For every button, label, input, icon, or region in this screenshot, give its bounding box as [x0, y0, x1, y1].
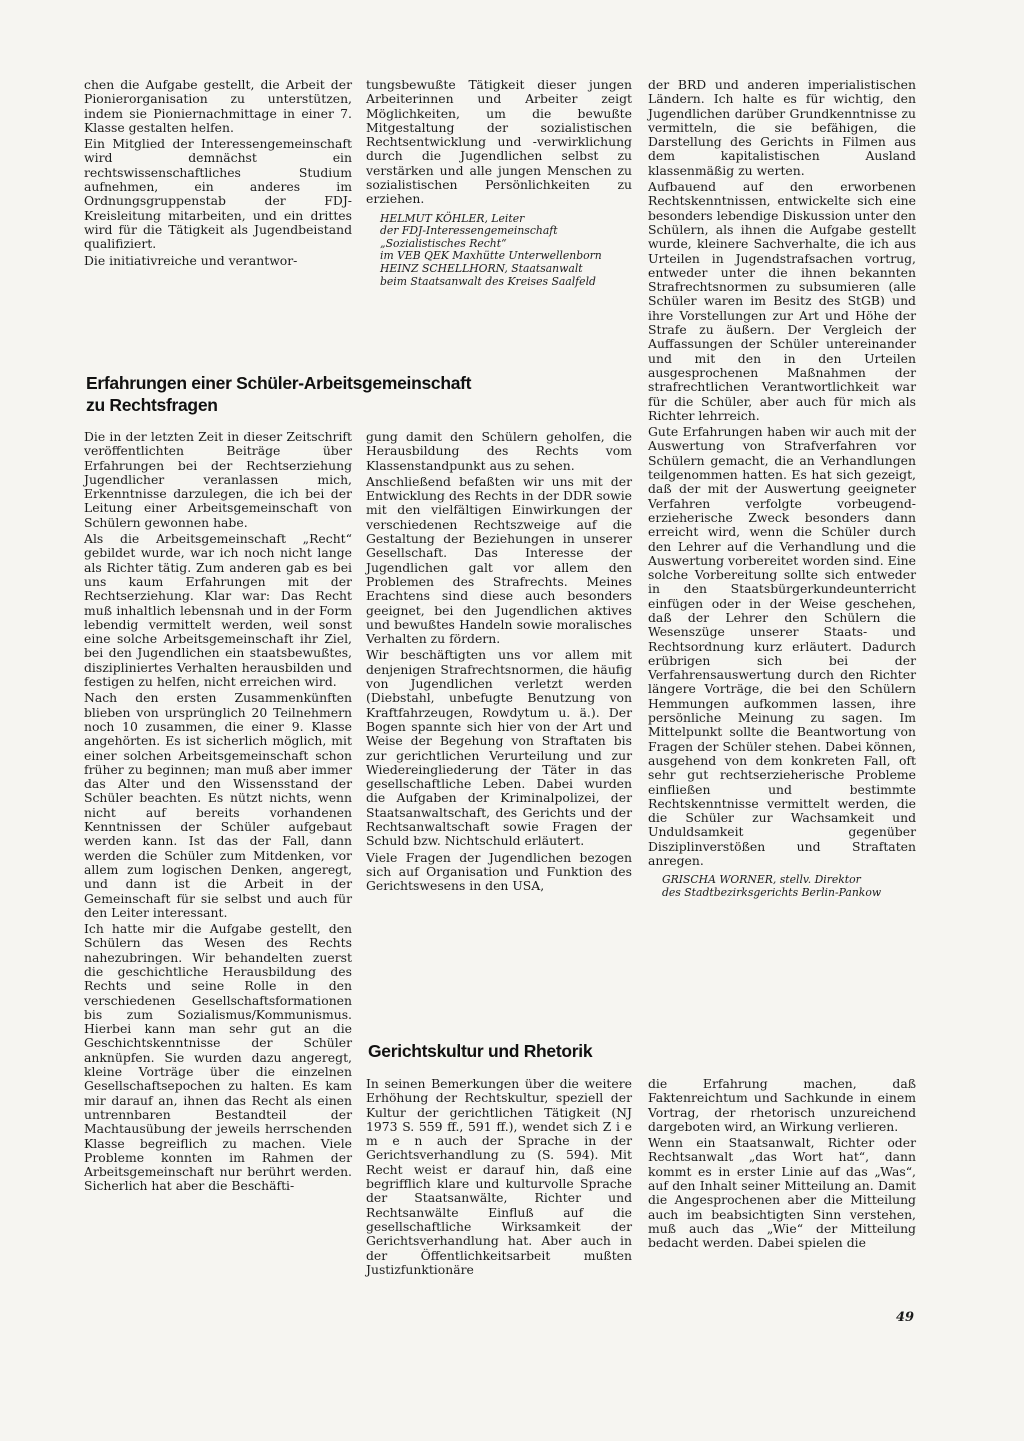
- heading-line: Gerichtskultur und Rhetorik: [368, 1041, 593, 1061]
- article3-col3: [648, 1077, 916, 1253]
- signature-line: der FDJ-Interessengemeinschaft: [380, 224, 558, 238]
- paragraph: die Erfahrung machen, daß Faktenreichtum und Sachkunde in einem Vortrag, der rhetorisch unzureichend dargeboten wird, an Wirkung verlieren.: [648, 1076, 916, 1134]
- signature-line: im VEB QEK Maxhütte Unterwellenborn: [380, 249, 602, 263]
- signature-line: HEINZ SCHELLHORN, Staatsanwalt: [380, 262, 583, 276]
- col3-top: [648, 78, 916, 900]
- article2-col1: [84, 430, 352, 1196]
- paragraph: Viele Fragen der Jugendlichen bezogen sich auf Organisation und Funktion des Gerichtswesens in den USA,: [366, 849, 632, 894]
- heading-line: Erfahrungen einer Schüler-Arbeitsgemeinschaft: [86, 373, 472, 393]
- article2-col2: [366, 430, 632, 896]
- signature-line: HELMUT KÖHLER, Leiter: [380, 211, 525, 225]
- signature: [648, 874, 916, 899]
- paragraph: chen die Aufgabe gestellt, die Arbeit der Pionierorganisation zu unterstützen, indem sie Pioniernachmittage in einer 7. Klasse gestalten helfen.: [84, 77, 352, 135]
- paragraph: Ich hatte mir die Aufgabe gestellt, den Schülern das Wesen des Rechts nahezubringen. Wir behandelten zuerst die geschichtliche Herausbildung des Rechts und seine Rolle in den verschiedenen Gesellschaftsformationen bis zum Sozialismus/Kommunismus. Hierbei kann man sehr gut an die Geschichtskenntnisse der Schüler anknüpfen. Sie wurden dazu angeregt, kleine Vorträge über die einzelnen Gesellschaftsepochen zu halten. Es kam mir darauf an, ihnen das Recht als einen untrennbaren Bestandteil der Machtausübung der jeweils herrschenden Klasse begreiflich zu machen. Viele Probleme konnten im Rahmen der Arbeitsgemeinschaft nur berührt werden. Sicherlich hat aber die Beschäfti-: [84, 921, 352, 1194]
- signature-line: beim Staatsanwalt des Kreises Saalfeld: [380, 274, 596, 288]
- paragraph: Wenn ein Staatsanwalt, Richter oder Rechtsanwalt „das Wort hat“, dann kommt es in erster Linie auf das „Was“, auf den Inhalt seiner Mitteilung an. Damit die Angesprochenen aber die Mitteilung auch im beabsichtigten Sinn verstehen, muß auch das „Wie“ der Mitteilung bedacht werden. Dabei spielen die: [648, 1135, 916, 1251]
- signature: [366, 213, 632, 289]
- article-heading: [368, 1040, 668, 1062]
- paragraph: Ein Mitglied der Interessengemeinschaft wird demnächst ein rechtswissenschaftliches Studium aufnehmen, ein anderes im Ordnungsgruppenstab der FDJ-Kreisleitung mitarbeiten, und ein drittes wird für die Tätigkeit als Jugendbeistand qualifiziert.: [84, 136, 352, 252]
- top-col1: [84, 78, 352, 270]
- paragraph: Aufbauend auf den erworbenen Rechtskenntnissen, entwickelte sich eine besonders lebendige Diskussion unter den Schülern, als ihnen die Aufgabe gestellt wurde, kleinere Sachverhalte, die ich aus Urteilen in Jugendstrafsachen vortrug, entweder unter die ihnen bekannten Strafrechtsnormen zu subsumieren (alle Schüler waren im Besitz des StGB) und ihre Vorstellungen zur Art und Höhe der Strafe zu äußern. Der Vergleich der Auffassungen der Schüler untereinander und mit den in den Urteilen ausgesprochenen Maßnahmen der strafrechtlichen Verantwortlichkeit war für die Schüler, aber auch für mich als Richter lehrreich.: [648, 179, 916, 423]
- top-col2: [366, 78, 632, 288]
- paragraph: tungsbewußte Tätigkeit dieser jungen Arbeiterinnen und Arbeiter zeigt Möglichkeiten, um die bewußte Mitgestaltung der sozialistischen Rechtsentwicklung und -verwirklichung durch die Jugendlichen selbst zu verstärken und alle jungen Menschen zu sozialistischen Persönlichkeiten zu erziehen.: [366, 77, 632, 207]
- paragraph: Gute Erfahrungen haben wir auch mit der Auswertung von Strafverfahren vor Schülern gemacht, die an Verhandlungen teilgenommen hatten. Es hat sich gezeigt, daß der mit der Auswertung geeigneter Verfahren verfolgte vorbeugend-erzieherische Zweck besonders dann erreicht wird, wenn die Schüler durch den Lehrer auf die Verhandlung und die Auswertung vorbereitet worden sind. Eine solche Vorbereitung sollte sich entweder in den Staatsbürgerkundeunterricht einfügen oder in der Weise geschehen, daß der Lehrer den Schülern die Wesenszüge unserer Staats- und Rechtsordnung kurz erläutert. Dadurch erübrigen sich bei der Verfahrensauswertung durch den Richter längere Vorträge, die bei den Schülern Hemmungen aufkommen lassen, ihre persönliche Meinung zu sagen. Im Mittelpunkt sollte die Beantwortung von Fragen der Schüler stehen. Dabei können, ausgehend von dem konkreten Fall, oft sehr gut rechtserzieherische Probleme einfließen und bestimmte Rechtskenntnisse vermittelt werden, die die Schüler zur Wachsamkeit und Unduldsamkeit gegenüber Disziplinverstößen und Straftaten anregen.: [648, 424, 916, 869]
- paragraph: Anschließend befaßten wir uns mit der Entwicklung des Rechts in der DDR sowie mit den vielfältigen Einwirkungen der verschiedenen Rechtszweige auf die Gestaltung der Beziehungen in unserer Gesellschaft. Das Interesse der Jugendlichen galt vor allem den Problemen des Strafrechts. Meines Erachtens sind diese auch besonders geeignet, bei den Jugendlichen aktives und bewußtes Handeln sowie moralisches Verhalten zu fördern.: [366, 473, 632, 647]
- paragraph: Wir beschäftigten uns vor allem mit denjenigen Strafrechtsnormen, die häufig von Jugendlichen verletzt werden (Diebstahl, unbefugte Benutzung von Kraftfahrzeugen, Rowdytum u. ä.). Der Bogen spannte sich hier von der Art und Weise der Begehung von Straftaten bis zur gerichtlichen Verurteilung und zur Wiedereingliederung der Täter in das gesellschaftliche Leben. Dabei wurden die Aufgaben der Kriminalpolizei, der Staatsanwaltschaft, des Gerichts und der Rechtsanwaltschaft sowie Fragen der Schuld bzw. Nichtschuld erläutert.: [366, 647, 632, 849]
- heading-line: zu Rechtsfragen: [86, 395, 218, 415]
- signature-line: „Sozialistisches Recht“: [380, 236, 507, 250]
- paragraph: gung damit den Schülern geholfen, die Herausbildung des Rechts vom Klassenstandpunkt aus zu sehen.: [366, 429, 632, 473]
- article-heading: [86, 372, 626, 416]
- paragraph: Als die Arbeitsgemeinschaft „Recht“ gebildet wurde, war ich noch nicht lange als Richter tätig. Zum anderen gab es bei uns kaum Erfahrungen mit der Rechtserziehung. Klar war: Das Recht muß inhaltlich lebensnah und in der Form lebendig vermittelt werden, weil sonst eine solche Arbeitsgemeinschaft ihr Ziel, bei den Jugendlichen ein staatsbewußtes, diszipliniertes Verhalten herausbilden und festigen zu helfen, nicht erreichen wird.: [84, 531, 352, 690]
- page-number: 49: [896, 1310, 915, 1325]
- article3-col2: [366, 1077, 632, 1279]
- paragraph: Nach den ersten Zusammenkünften blieben von ursprünglich 20 Teilnehmern noch 10 zusammen, die einer 9. Klasse angehörten. Es ist sicherlich möglich, mit einer solchen Arbeitsgemeinschaft schon früher zu beginnen; man muß aber immer das Alter und den Wissensstand der Schüler beachten. Es nützt nichts, wenn nicht auf bereits vorhandenen Kenntnissen der Schüler aufgebaut werden kann. Ist das der Fall, dann werden die Schüler zum Mitdenken, vor allem zum logischen Denken, angeregt, und dann ist die Arbeit in der Gemeinschaft für sie selbst und auch für den Leiter interessant.: [84, 690, 352, 920]
- signature-line: des Stadtbezirksgerichts Berlin-Pankow: [662, 885, 882, 899]
- signature-line: GRISCHA WORNER, stellv. Direktor: [662, 873, 861, 887]
- paragraph: der BRD und anderen imperialistischen Ländern. Ich halte es für wichtig, den Jugendlichen darüber Grundkenntnisse zu vermitteln, die sie befähigen, die Darstellung des Gerichts in Filmen aus dem kapitalistischen Ausland klassenmäßig zu werten.: [648, 77, 916, 178]
- paragraph: In seinen Bemerkungen über die weitere Erhöhung der Rechtskultur, speziell der Kultur der gerichtlichen Tätigkeit (NJ 1973 S. 559 ff., 591 ff.), wendet sich Z i e m e n auch der Sprache in der Gerichtsverhandlung zu (S. 594). Mit Recht weist er darauf hin, daß eine begrifflich klare und kulturvolle Sprache der Staatsanwälte, Richter und Rechtsanwälte Einfluß auf die gesellschaftliche Wirksamkeit der Gerichtsverhandlung hat. Aber auch in der Öffentlichkeitsarbeit mußten Justizfunktionäre: [366, 1076, 632, 1277]
- paragraph: Die in der letzten Zeit in dieser Zeitschrift veröffentlichten Beiträge über Erfahrungen bei der Rechtserziehung Jugendlicher veranlassen mich, Erkenntnisse darzulegen, die ich bei der Leitung einer Arbeitsgemeinschaft von Schülern gewonnen habe.: [84, 429, 352, 530]
- paragraph: Die initiativreiche und verantwor-: [84, 252, 298, 268]
